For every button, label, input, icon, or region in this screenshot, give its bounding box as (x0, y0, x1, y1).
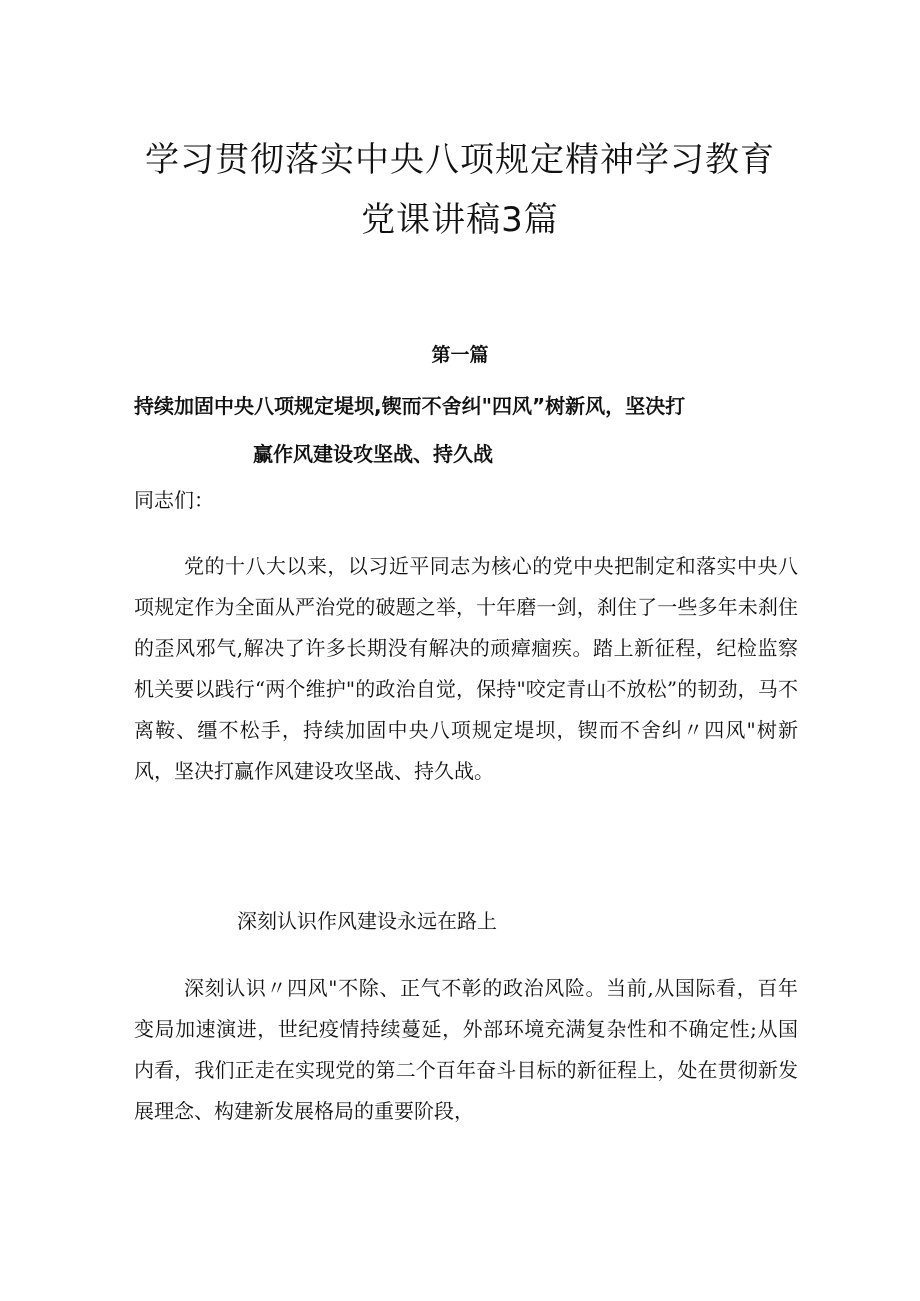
document-title-line-1: 学习贯彻落实中央八项规定精神学习教育 (145, 140, 775, 180)
greeting: 同志们： (134, 488, 214, 512)
document-title-line-2: 党课讲稿3篇 (361, 200, 559, 240)
section-subtitle-line-2: 赢作风建设攻坚战、持久战 (253, 442, 493, 466)
section-label: 第一篇 (431, 344, 489, 366)
section-heading: 深刻认识作风建设永远在路上 (237, 909, 497, 933)
body-paragraph-2: 深刻认识〃四风"不除、正气不彰的政治风险。当前,从国际看，百年变局加速演进，世纪疫情持续蔓延，外部环境充满复杂性和不确定性;从国内看，我们正走在实现党的第二个百年奋斗目标的新征程上，处在贯彻新发展理念、构建新发展格局的重要阶段， (134, 976, 798, 1123)
section-subtitle-line-1: 持续加固中央八项规定堤坝,锲而不舍纠"四风”树新风，坚决打 (134, 394, 686, 418)
body-paragraph-1: 党的十八大以来，以习近平同志为核心的党中央把制定和落实中央八项规定作为全面从严治党的破题之举，十年磨一剑，刹住了一些多年未刹住的歪风邪气,解决了许多长期没有解决的顽瘴痼疾。踏上新征程，纪检监察机关要以践行“两个维护"的政治自觉，保持"咬定青山不放松”的韧劲，马不离鞍、缰不松手，持续加固中央八项规定堤坝，锲而不舍纠〃四风"树新风，坚决打赢作风建设攻坚战、持久战。 (134, 554, 798, 783)
